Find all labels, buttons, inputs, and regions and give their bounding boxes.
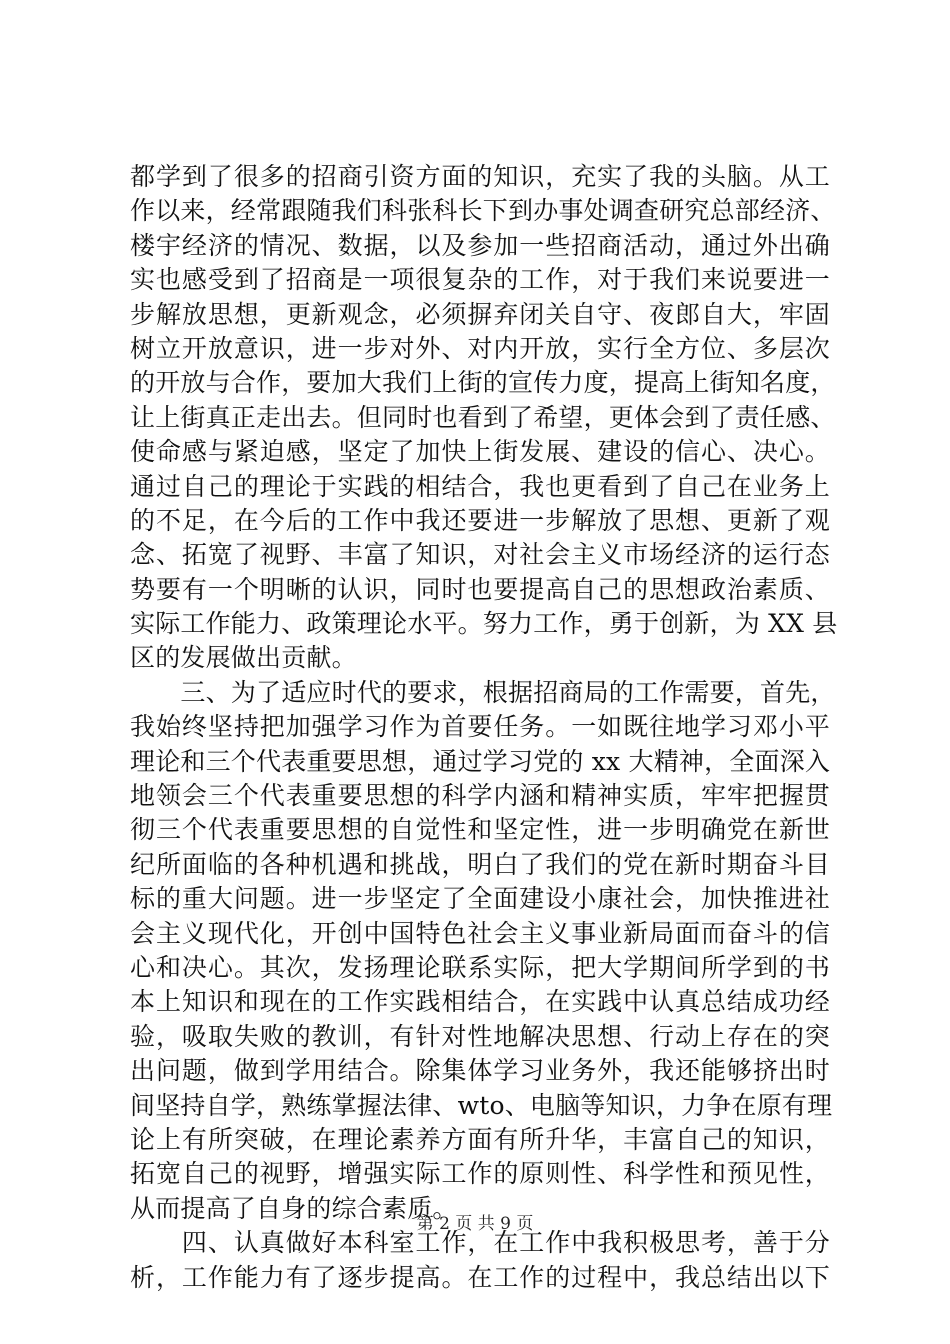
- text-line: 本上知识和现在的工作实践相结合，在实践中认真总结成功经: [130, 987, 830, 1017]
- text-line: 步解放思想，更新观念，必须摒弃闭关自守、夜郎自大，牢固: [130, 299, 830, 329]
- text-line: 拓宽自己的视野，增强实际工作的原则性、科学性和预见性，: [130, 1159, 830, 1189]
- text-line: 理论和三个代表重要思想，通过学习党的 xx 大精神，全面深入: [130, 746, 831, 776]
- text-line: 的不足，在今后的工作中我还要进一步解放了思想、更新了观: [130, 505, 830, 535]
- text-line: 作以来，经常跟随我们科张科长下到办事处调查研究总部经济、: [130, 196, 836, 226]
- text-line: 标的重大问题。进一步坚定了全面建设小康社会，加快推进社: [130, 884, 830, 914]
- text-line: 势要有一个明晰的认识，同时也要提高自己的思想政治素质、: [130, 574, 830, 604]
- text-line: 验，吸取失败的教训，有针对性地解决思想、行动上存在的突: [130, 1021, 830, 1051]
- text-line: 从而提高了自身的综合素质。: [130, 1193, 458, 1223]
- text-line: 区的发展做出贡献。: [130, 643, 357, 673]
- text-line: 的开放与合作，要加大我们上街的宣传力度，提高上街知名度，: [130, 368, 836, 398]
- text-line: 念、拓宽了视野、丰富了知识，对社会主义市场经济的运行态: [130, 540, 830, 570]
- text-line: 通过自己的理论于实践的相结合，我也更看到了自己在业务上: [130, 471, 830, 501]
- text-line: 彻三个代表重要思想的自觉性和坚定性，进一步明确党在新世: [130, 815, 830, 845]
- text-line: 纪所面临的各种机遇和挑战，明白了我们的党在新时期奋斗目: [130, 849, 830, 879]
- text-line: 析，工作能力有了逐步提高。在工作的过程中，我总结出以下: [130, 1262, 830, 1292]
- text-line: 地领会三个代表重要思想的科学内涵和精神实质，牢牢把握贯: [130, 781, 830, 811]
- text-line: 会主义现代化，开创中国特色社会主义事业新局面而奋斗的信: [130, 918, 830, 948]
- text-line: 出问题，做到学用结合。除集体学习业务外，我还能够挤出时: [130, 1056, 830, 1086]
- text-line: 心和决心。其次，发扬理论联系实际，把大学期间所学到的书: [130, 952, 830, 982]
- text-line: 楼宇经济的情况、数据，以及参加一些招商活动，通过外出确: [130, 230, 830, 260]
- text-line: 都学到了很多的招商引资方面的知识，充实了我的头脑。从工: [130, 162, 830, 191]
- text-line: 三、为了适应时代的要求，根据招商局的工作需要，首先，: [130, 677, 836, 707]
- body-text: [130, 160, 838, 1295]
- text-line: 让上街真正走出去。但同时也看到了希望，更体会到了责任感、: [130, 402, 836, 432]
- text-line: 四、认真做好本科室工作，在工作中我积极思考，善于分: [130, 1228, 830, 1258]
- text-line: 论上有所突破，在理论素养方面有所升华，丰富自己的知识，: [130, 1124, 830, 1154]
- text-line: 实际工作能力、政策理论水平。努力工作，勇于创新，为 XX 县: [130, 609, 838, 639]
- text-line: 实也感受到了招商是一项很复杂的工作，对于我们来说要进一: [130, 265, 830, 295]
- text-line: 使命感与紧迫感，坚定了加快上街发展、建设的信心、决心。: [130, 437, 830, 467]
- text-line: 树立开放意识，进一步对外、对内开放，实行全方位、多层次: [130, 333, 830, 363]
- page-number-footer: 第 2 页 共 9 页: [416, 1214, 534, 1234]
- text-line: 间坚持自学，熟练掌握法律、wto、电脑等知识，力争在原有理: [130, 1090, 833, 1120]
- text-line: 我始终坚持把加强学习作为首要任务。一如既往地学习邓小平: [130, 712, 830, 742]
